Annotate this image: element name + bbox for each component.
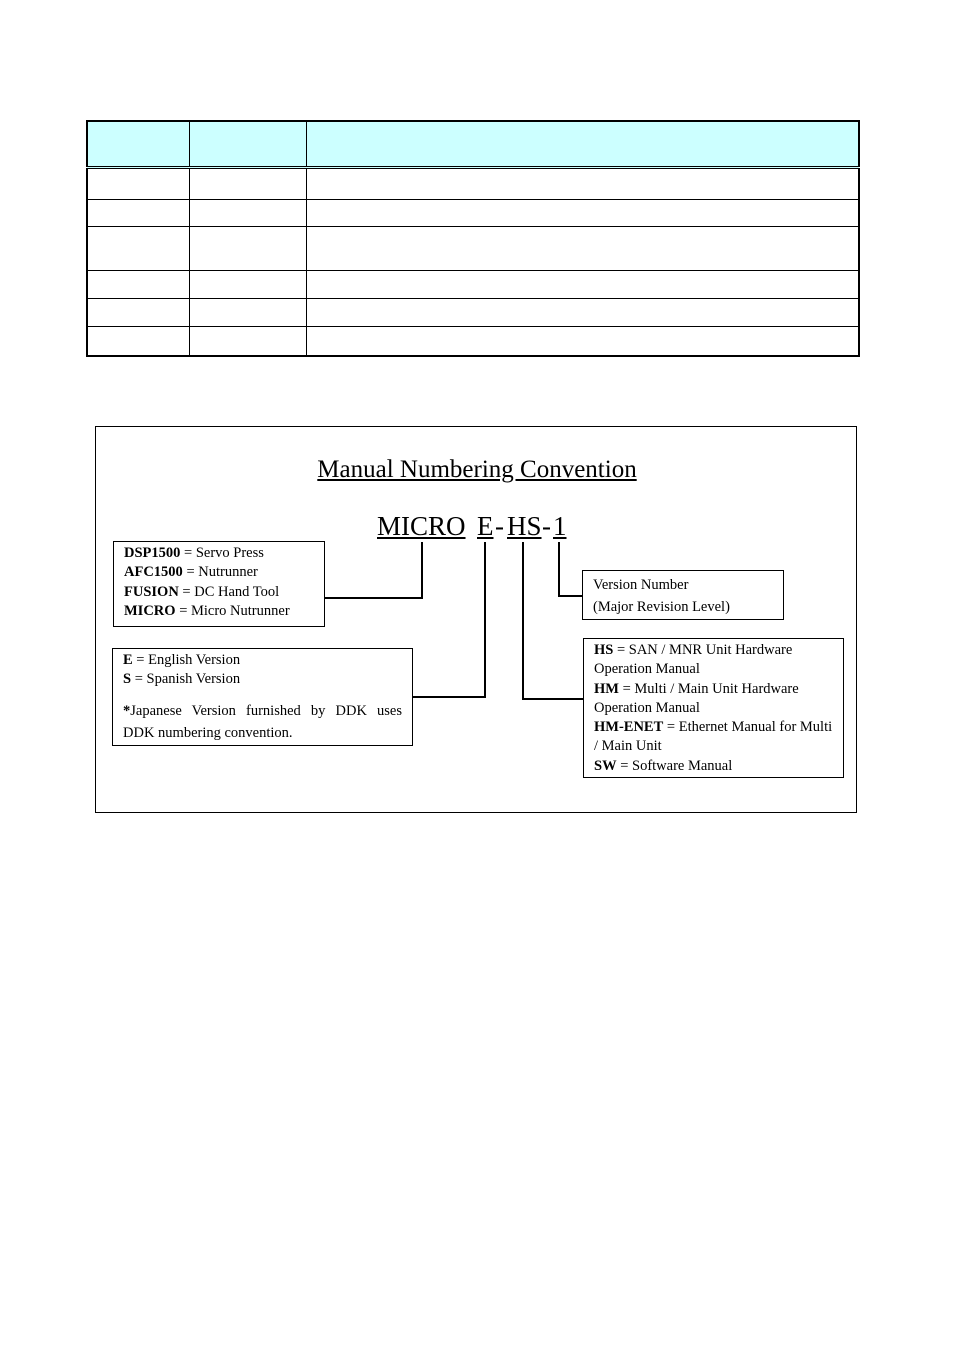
code-type: HS (507, 511, 542, 541)
legend-key: HM (594, 680, 619, 697)
table-cell (87, 271, 189, 299)
legend-item (124, 583, 314, 602)
legend-key: HS (594, 642, 614, 658)
table-cell (87, 227, 189, 271)
legend-item (124, 563, 314, 582)
language-legend-box (112, 648, 413, 746)
legend-value: = DC Hand Tool (178, 583, 280, 600)
legend-key: DSP1500 (124, 545, 181, 561)
header-cell (189, 121, 306, 168)
legend-item (123, 651, 402, 670)
product-legend-box (113, 541, 325, 627)
legend-value: = Nutrunner (182, 564, 258, 581)
note-asterisk: * (123, 702, 131, 719)
legend-item (594, 757, 833, 776)
revision-table-header (87, 121, 859, 168)
table-row (87, 200, 859, 227)
header-cell (306, 121, 859, 168)
legend-item (124, 602, 314, 621)
version-legend-box (582, 570, 784, 620)
legend-item (123, 670, 402, 689)
table-row (87, 327, 859, 357)
legend-key: SW (594, 757, 617, 774)
legend-key: FUSION (124, 583, 179, 600)
table-cell (189, 271, 306, 299)
language-note (123, 700, 402, 744)
legend-value: = Multi / Main Unit Hardware Operation Manual (594, 680, 799, 716)
legend-value: = Spanish Version (131, 671, 241, 688)
type-legend-box (583, 638, 844, 778)
table-cell (87, 200, 189, 227)
revision-table (86, 120, 860, 357)
version-line-1: Version Number (593, 577, 689, 593)
table-cell (306, 200, 859, 227)
diagram-title: Manual Numbering Convention (317, 456, 637, 483)
table-row (87, 271, 859, 299)
table-cell (189, 168, 306, 200)
table-cell (306, 168, 859, 200)
legend-item (594, 641, 833, 680)
table-cell (306, 227, 859, 271)
legend-item (594, 718, 833, 757)
legend-value: = English Version (132, 652, 241, 668)
table-cell (189, 299, 306, 327)
code-dash: - (542, 511, 551, 541)
code-version: 1 (553, 511, 567, 541)
legend-key: E (123, 652, 133, 668)
table-cell (189, 200, 306, 227)
table-row (87, 168, 859, 200)
legend-key: AFC1500 (124, 564, 183, 581)
table-row (87, 299, 859, 327)
legend-value: = Software Manual (616, 757, 733, 774)
legend-value: = Ethernet Manual for Multi / Main Unit (594, 719, 833, 755)
legend-item (594, 680, 833, 719)
table-cell (306, 327, 859, 357)
legend-item (124, 544, 314, 563)
table-row (87, 227, 859, 271)
table-cell (87, 327, 189, 357)
legend-value: = Servo Press (180, 545, 264, 561)
legend-value: = SAN / MNR Unit Hardware Operation Manual (594, 642, 793, 678)
table-cell (189, 227, 306, 271)
table-cell (87, 299, 189, 327)
table-cell (306, 271, 859, 299)
note-text: Japanese Version furnished by DDK uses DDK numbering convention. (123, 702, 402, 741)
legend-key: HM-ENET (594, 719, 664, 736)
legend-value: = Micro Nutrunner (175, 602, 290, 619)
table-cell (306, 299, 859, 327)
code-product: MICRO (377, 511, 466, 541)
table-cell (189, 327, 306, 357)
version-line-2: (Major Revision Level) (593, 599, 730, 615)
code-language: E (477, 511, 494, 541)
table-cell (87, 168, 189, 200)
legend-key: S (123, 671, 132, 688)
header-cell (87, 121, 189, 168)
code-dash: - (495, 511, 504, 541)
legend-key: MICRO (124, 602, 176, 619)
